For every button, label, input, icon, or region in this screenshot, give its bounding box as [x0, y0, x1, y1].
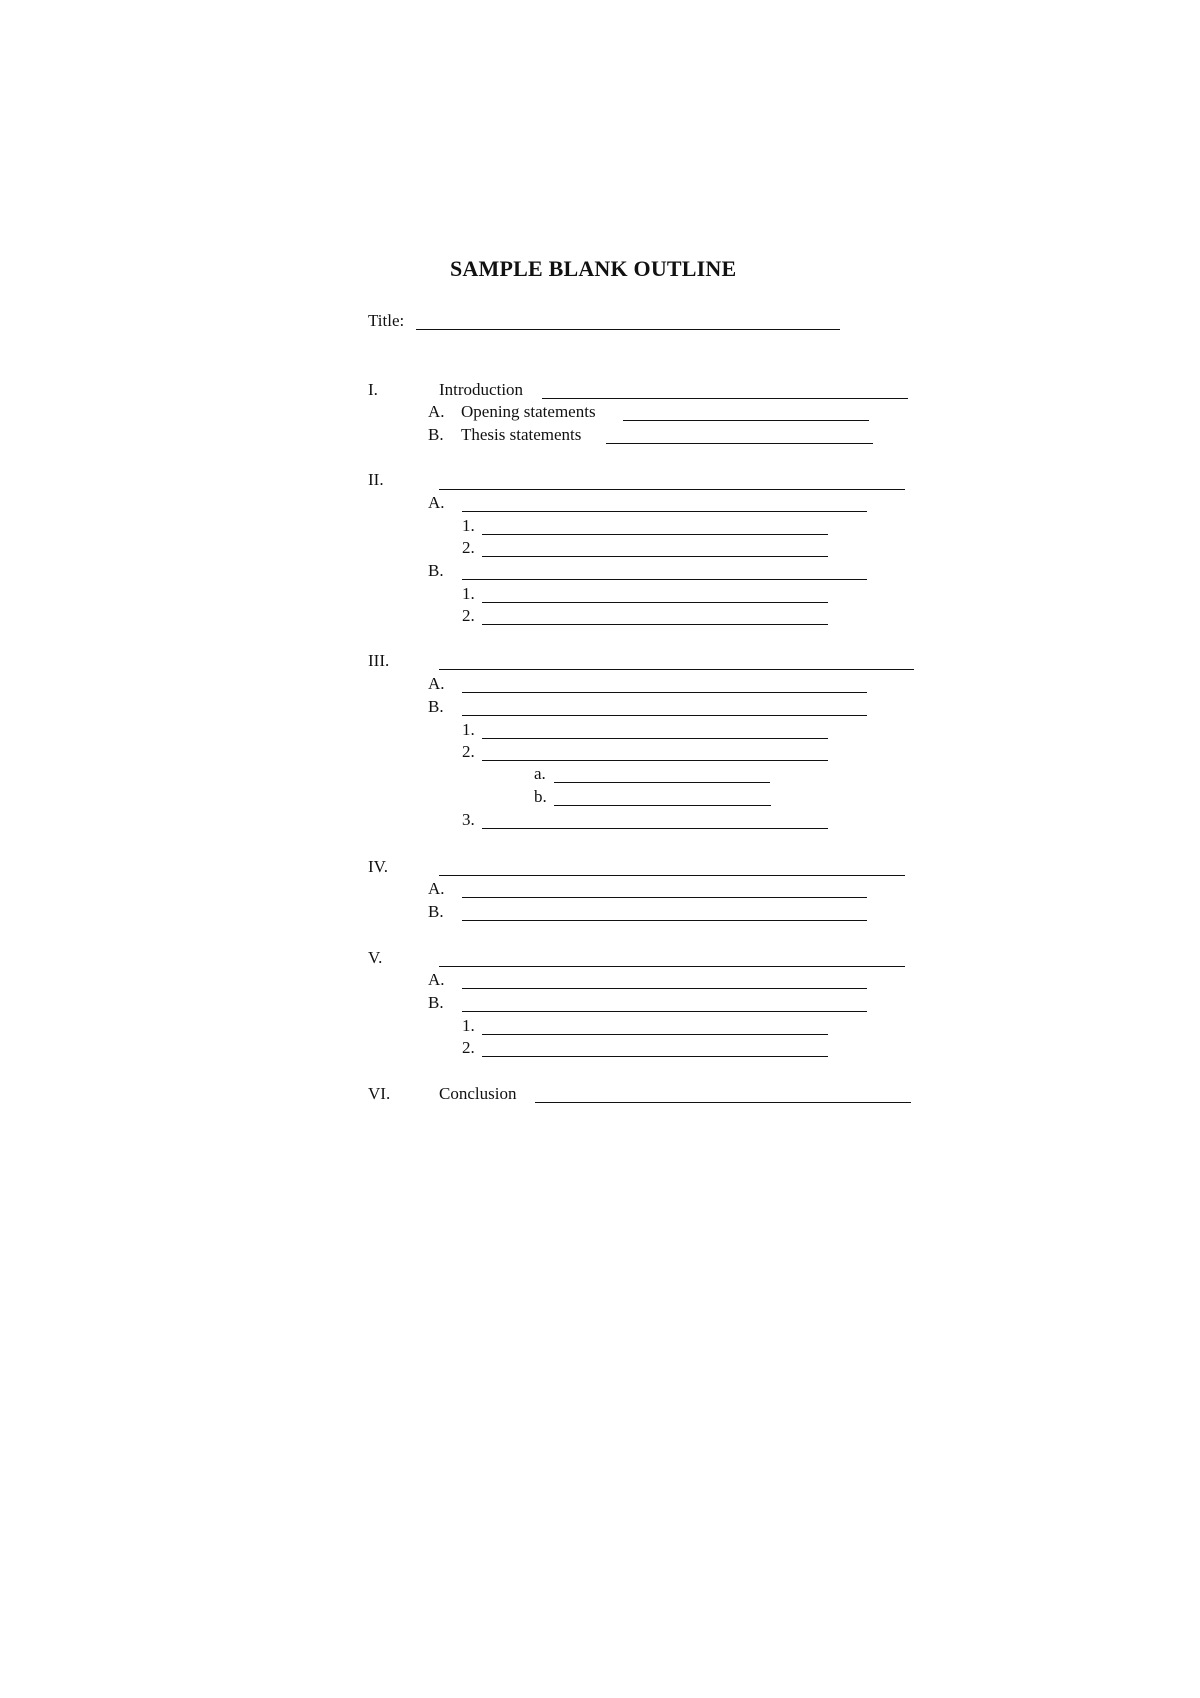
- page-title: SAMPLE BLANK OUTLINE: [450, 256, 737, 281]
- subitem-blank: [482, 760, 828, 761]
- section-blank: [439, 875, 905, 876]
- section-numeral: III.: [368, 651, 390, 670]
- subsubitem-blank: [554, 782, 770, 783]
- subitem-marker: 3.: [462, 810, 475, 829]
- item-marker: B.: [428, 902, 444, 921]
- subitem-marker: 2.: [462, 742, 475, 761]
- item-marker: A.: [428, 493, 445, 512]
- section-numeral: I.: [368, 380, 378, 399]
- item-blank: [462, 579, 867, 580]
- subsubitem-blank: [554, 805, 771, 806]
- subsubitem-marker: b.: [534, 787, 547, 806]
- subitem-marker: 1.: [462, 516, 475, 535]
- subitem-marker: 2.: [462, 1038, 475, 1057]
- section-numeral: V.: [368, 948, 383, 967]
- subitem-blank: [482, 534, 828, 535]
- item-blank: [462, 692, 867, 693]
- section-numeral: VI.: [368, 1084, 391, 1103]
- section-blank: [439, 489, 905, 490]
- item-label: Thesis statements: [461, 425, 582, 444]
- subitem-marker: 2.: [462, 606, 475, 625]
- item-blank: [606, 443, 873, 444]
- subitem-blank: [482, 828, 828, 829]
- item-label: Opening statements: [461, 402, 596, 421]
- item-marker: B.: [428, 993, 444, 1012]
- item-marker: B.: [428, 561, 444, 580]
- item-marker: B.: [428, 425, 444, 444]
- item-marker: A.: [428, 970, 445, 989]
- subitem-blank: [482, 1056, 828, 1057]
- subitem-marker: 2.: [462, 538, 475, 557]
- subitem-marker: 1.: [462, 584, 475, 603]
- item-marker: B.: [428, 697, 444, 716]
- subitem-marker: 1.: [462, 720, 475, 739]
- title-label: Title:: [368, 311, 405, 330]
- section-blank: [535, 1102, 911, 1103]
- section-blank: [439, 966, 905, 967]
- item-blank: [462, 988, 867, 989]
- section-blank: [439, 669, 914, 670]
- item-blank: [462, 511, 867, 512]
- item-marker: A.: [428, 402, 445, 421]
- item-blank: [462, 715, 867, 716]
- subitem-blank: [482, 624, 828, 625]
- title-blank: [416, 329, 840, 330]
- item-marker: A.: [428, 674, 445, 693]
- item-marker: A.: [428, 879, 445, 898]
- subitem-blank: [482, 602, 828, 603]
- subitem-blank: [482, 738, 828, 739]
- subsubitem-marker: a.: [534, 764, 546, 783]
- subitem-blank: [482, 556, 828, 557]
- subitem-marker: 1.: [462, 1016, 475, 1035]
- item-blank: [462, 920, 867, 921]
- section-label: Conclusion: [439, 1084, 517, 1103]
- section-label: Introduction: [439, 380, 524, 399]
- section-blank: [542, 398, 908, 399]
- subitem-blank: [482, 1034, 828, 1035]
- item-blank: [462, 897, 867, 898]
- item-blank: [462, 1011, 867, 1012]
- section-numeral: IV.: [368, 857, 388, 876]
- item-blank: [623, 420, 869, 421]
- section-numeral: II.: [368, 470, 384, 489]
